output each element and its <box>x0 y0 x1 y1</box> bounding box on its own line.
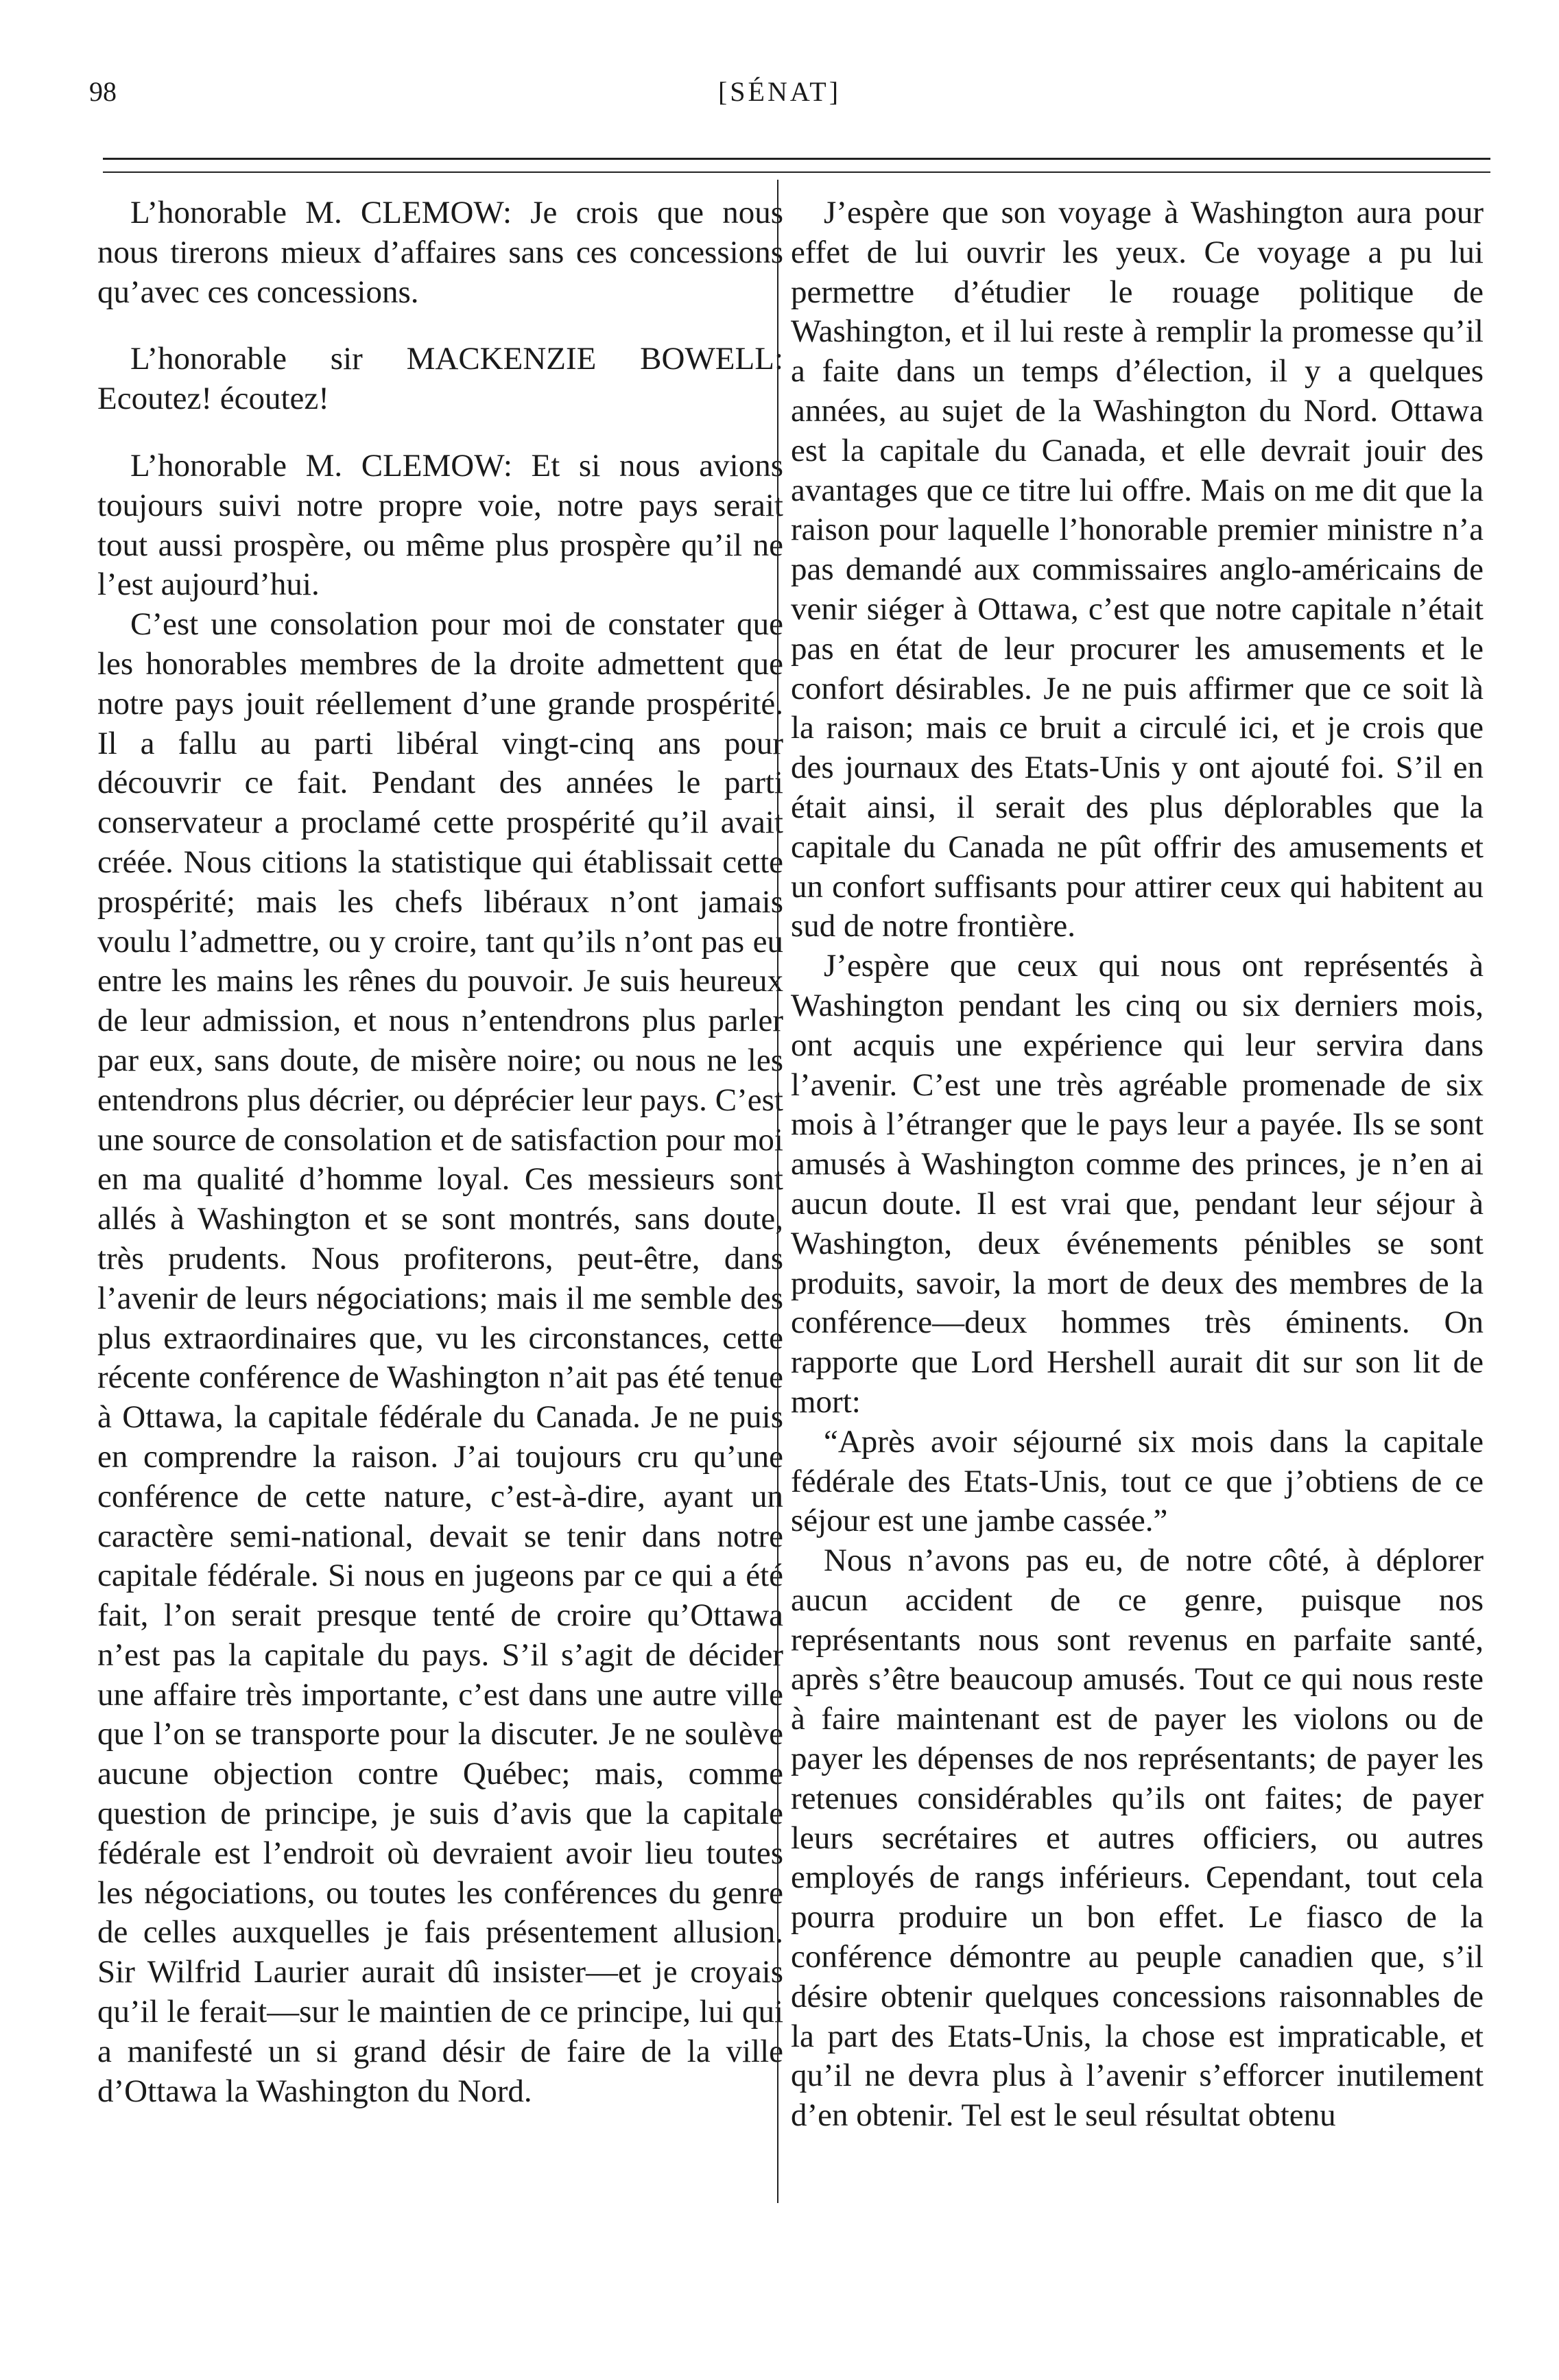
page-number: 98 <box>89 76 117 107</box>
header-rule-top <box>103 158 1490 160</box>
header-rule-bottom <box>103 171 1490 173</box>
page-header <box>89 63 1470 118</box>
running-head: [SÉNAT] <box>717 76 842 107</box>
paragraph: C’est une consolation pour moi de constater que les honorables membres de la droite admettent que notre pays jouit réellement d’une grande prospérité. Il a fallu au parti libéral vingt-cinq ans pour découvrir ce fait. Pendant des années le parti conservateur a proclamé cette prospérité qu’il avait créée. Nous citions la statistique qui établissait cette prospérité; mais les chefs libéraux n’ont jamais voulu l’admettre, ou y croire, tant qu’ils n’ont pas eu entre les mains les rênes du pouvoir. Je suis heureux de leur admission, et nous n’entendrons plus parler par eux, sans doute, de misère noire; ou nous ne les entendrons plus décrier, ou déprécier leur pays. C’est une source de consolation et de satisfaction pour moi en ma qualité d’homme loyal. Ces messieurs sont allés à Washington et se sont montrés, sans doute, très prudents. Nous profiterons, peut-être, dans l’avenir de leurs négociations; mais il me semble des plus extraordinaires que, vu les circonstances, cette récente conférence de Washington n’ait pas été tenue à Ottawa, la capitale fédérale du Canada. Je ne puis en comprendre la raison. J’ai toujours cru qu’une conférence de cette nature, c’est-à-dire, ayant un caractère semi-national, devait se tenir dans notre capitale fédérale. Si nous en jugeons par ce qui a été fait, l’on serait presque tenté de croire qu’Ottawa n’est pas la capitale du pays. S’il s’agit de décider une affaire très importante, c’est dans une autre ville que l’on se transporte pour la discuter. Je ne soulève aucune objection contre Québec; mais, comme question de principe, je suis d’avis que la capitale fédérale est l’endroit où devraient avoir lieu toutes les négociations, ou toutes les conférences du genre de celles auxquelles je fais présentement allusion. Sir Wilfrid Laurier aurait dû insister—et je croyais qu’il le ferait—sur le maintien de ce principe, lui qui a manifesté un si grand désir de faire de la ville d’Ottawa la Washington du Nord. <box>97 606 783 2109</box>
paragraph: J’espère que ceux qui nous ont représentés à Washington pendant les cinq ou six derniers mois, ont acquis une expérience qui leur servira dans l’avenir. C’est une très agréable promenade de six mois à l’étranger que le pays leur a payée. Ils se sont amusés à Washington comme des princes, je n’en ai aucun doute. Il est vrai que, pendant leur séjour à Washington, deux événements pénibles se sont produits, savoir, la mort de deux des membres de la conférence—deux hommes très éminents. On rapporte que Lord Hershell aurait dit sur son lit de mort: <box>791 948 1484 1420</box>
quotation: “Après avoir séjourné six mois dans la capitale fédérale des Etats-Unis, tout ce que j’obtiens de ce séjour est une jambe cassée.” <box>791 1423 1484 1539</box>
paragraph: L’honorable M. CLEMOW: Et si nous avions toujours suivi notre propre voie, notre pays serait tout aussi prospère, ou même plus prospère qu’il ne l’est aujourd’hui. <box>97 447 783 603</box>
paragraph: L’honorable sir MACKENZIE BOWELL: Ecoutez! écoutez! <box>97 341 783 417</box>
paragraph: L’honorable M. CLEMOW: Je crois que nous nous tirerons mieux d’affaires sans ces concessions qu’avec ces concessions. <box>97 195 783 310</box>
paragraph: Nous n’avons pas eu, de notre côté, à déplorer aucun accident de ce genre, puisque nos représentants nous sont revenus en parfaite santé, après s’être beaucoup amusés. Tout ce qui nous reste à faire maintenant est de payer les violons ou de payer les dépenses de nos représentants; de payer les retenues considérables qu’ils ont faites; de payer leurs secrétaires et autres officiers, ou autres employés de rangs inférieurs. Cependant, tout cela pourra produire un bon effet. Le fiasco de la conférence démontre au peuple canadien que, s’il désire obtenir quelques concessions raisonnables de la part des Etats-Unis, la chose est impraticable, et qu’il ne devra plus à l’avenir s’efforcer inutilement d’en obtenir. Tel est le seul résultat obtenu <box>791 1543 1484 2134</box>
paragraph: J’espère que son voyage à Washington aura pour effet de lui ouvrir les yeux. Ce voyage a pu lui permettre d’étudier le rouage politique de Washington, et il lui reste à remplir la promesse qu’il a faite dans un temps d’élection, il y a quelques années, au sujet de la Washington du Nord. Ottawa est la capitale du Canada, et elle devrait jouir des avantages que ce titre lui offre. Mais on me dit que la raison pour laquelle l’honorable premier ministre n’a pas demandé aux commissaires anglo-américains de venir siéger à Ottawa, c’est que notre capitale n’était pas en état de leur procurer les amusements et le confort désirables. Je ne puis affirmer que ce soit là la raison; mais ce bruit a circulé ici, et je crois que des journaux des Etats-Unis y ont ajouté foi. S’il en était ainsi, il serait des plus déplorables que la capitale du Canada ne pût offrir des amusements et un confort suffisants pour attirer ceux qui habitent au sud de notre frontière. <box>791 195 1484 944</box>
column-divider <box>777 180 778 2203</box>
left-column <box>97 193 783 2111</box>
right-column <box>791 193 1484 2136</box>
